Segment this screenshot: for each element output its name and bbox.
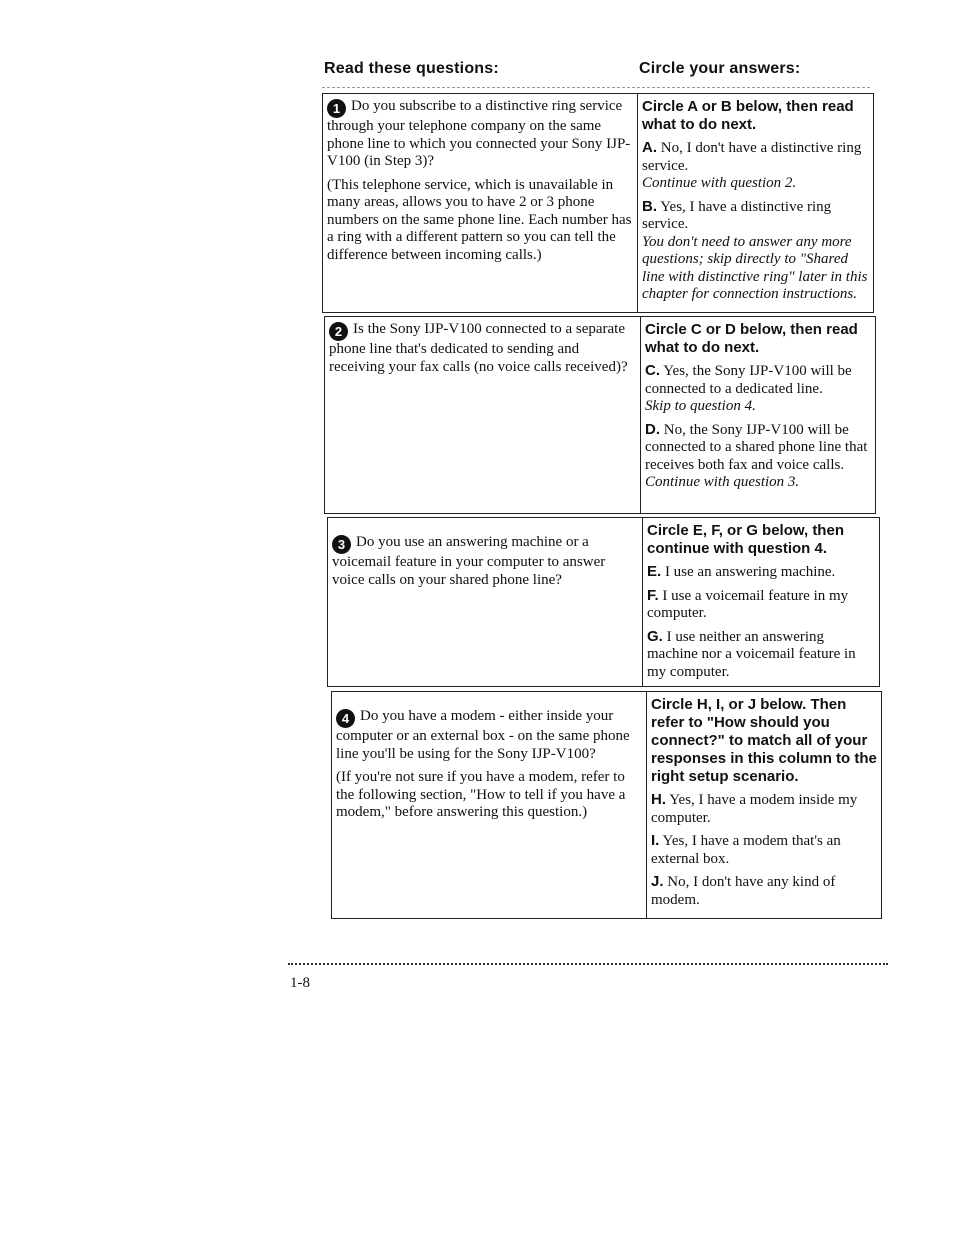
option-letter: D. — [645, 420, 660, 438]
option-i[interactable] — [651, 832, 878, 868]
option-text: No, the Sony IJP-V100 will be connected to a shared phone line that receives both fax and voice calls. — [645, 421, 868, 473]
question-1-text: Do you subscribe to a distinctive ring service through your telephone company on the same phone line to which you connected your Sony IJP-V100 (in Step 3)? — [327, 98, 631, 169]
option-j[interactable] — [651, 873, 878, 909]
option-a[interactable] — [642, 139, 870, 193]
option-text: No, I don't have any kind of modem. — [651, 874, 836, 908]
option-letter: B. — [642, 197, 657, 215]
questions-column-header: Read these questions: — [324, 60, 499, 77]
answer-1-cell — [637, 93, 874, 313]
option-letter: H. — [651, 791, 666, 808]
question-3-text: Do you use an answering machine or a voicemail feature in your computer to answer voice calls on your shared phone line? — [332, 534, 606, 588]
question-number-badge: 2 — [329, 322, 348, 341]
option-instruction: Skip to question 4. — [645, 398, 756, 414]
option-text: Yes, the Sony IJP-V100 will be connected to a dedicated line. — [645, 363, 852, 397]
answer-4-heading: Circle H, I, or J below. Then refer to "How should you connect?" to match all of your responses in this column to the right setup scenario. — [651, 696, 877, 785]
question-4-note: (If you're not sure if you have a modem, refer to the following section, "How to tell if you have a modem," before answering this question.) — [336, 769, 626, 820]
option-letter: I. — [651, 832, 660, 849]
question-number-badge: 1 — [327, 99, 346, 118]
question-2-cell — [324, 316, 640, 514]
header-rule — [322, 87, 870, 88]
answer-1-heading: Circle A or B below, then read what to do next. — [642, 98, 854, 133]
question-number-badge: 4 — [336, 709, 355, 728]
footer-dotted-rule — [288, 963, 888, 965]
option-e[interactable] — [647, 563, 876, 582]
option-h[interactable] — [651, 791, 878, 827]
answer-4-cell — [646, 691, 882, 919]
option-instruction: You don't need to answer any more questions; skip directly to "Shared line with distinctive ring" later in this chapter for connection instructions. — [642, 233, 868, 302]
option-text: Yes, I have a modem inside my computer. — [651, 792, 858, 826]
question-2-text: Is the Sony IJP-V100 connected to a separate phone line that's dedicated to sending and receiving your fax calls (no voice calls received)? — [329, 321, 628, 375]
question-1-cell — [322, 93, 637, 313]
option-letter: G. — [647, 627, 663, 645]
option-text: I use an answering machine. — [664, 564, 836, 580]
option-letter: J. — [651, 873, 664, 890]
answer-2-heading: Circle C or D below, then read what to do next. — [645, 321, 858, 356]
option-text: I use neither an answering machine nor a voicemail feature in my computer. — [647, 628, 856, 680]
option-instruction: Continue with question 3. — [645, 474, 800, 490]
answers-column-header: Circle your answers: — [639, 60, 801, 77]
question-4-cell — [331, 691, 646, 919]
option-text: Yes, I have a modem that's an external box. — [651, 833, 841, 867]
option-g[interactable] — [647, 628, 876, 682]
answer-3-heading: Circle E, F, or G below, then continue with question 4. — [647, 522, 844, 557]
option-text: No, I don't have a distinctive ring service. — [642, 140, 862, 174]
option-text: I use a voicemail feature in my computer. — [647, 587, 849, 621]
question-number-badge: 3 — [332, 535, 351, 554]
option-letter: E. — [647, 563, 662, 580]
option-f[interactable] — [647, 587, 876, 623]
option-letter: C. — [645, 362, 660, 379]
question-4-text: Do you have a modem - either inside your computer or an external box - on the same phone line you'll be using for the Sony IJP-V100? — [336, 708, 630, 762]
option-instruction: Continue with question 2. — [642, 175, 797, 191]
answer-3-cell — [642, 517, 880, 687]
question-3-cell — [327, 517, 642, 687]
option-c[interactable] — [645, 362, 872, 416]
option-d[interactable] — [645, 421, 872, 492]
option-b[interactable] — [642, 198, 870, 304]
question-1-note: (This telephone service, which is unavailable in many areas, allows you to have 2 or 3 phone numbers on the same phone line. Each number has a ring with a different pattern so you can tell the difference between incoming calls.) — [327, 176, 632, 263]
page-number: 1-8 — [290, 975, 310, 991]
option-letter: A. — [642, 139, 657, 156]
option-text: Yes, I have a distinctive ring service. — [642, 198, 832, 232]
option-letter: F. — [647, 586, 659, 604]
answer-2-cell — [640, 316, 876, 514]
